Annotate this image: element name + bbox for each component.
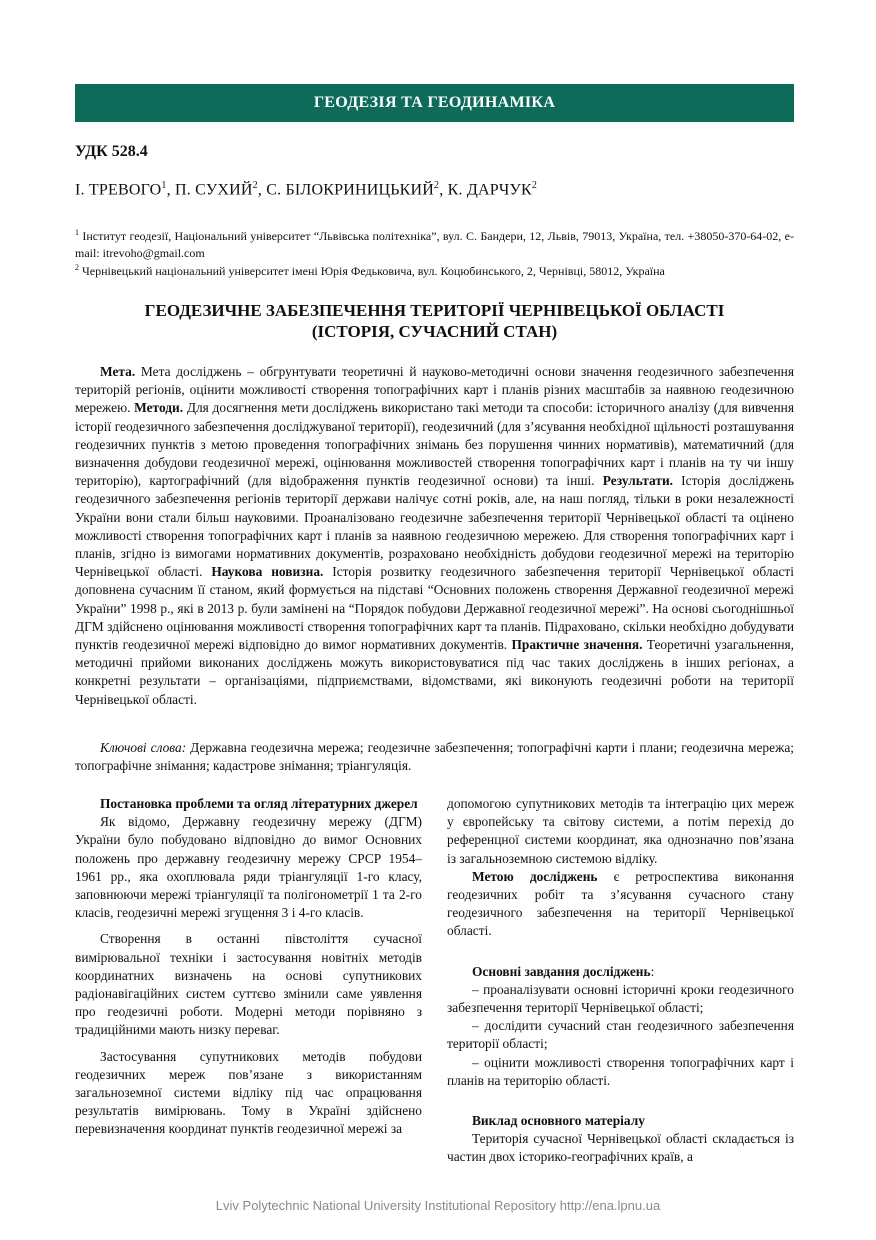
author-name: П. СУХИЙ [175, 181, 253, 199]
abstract: Мета. Мета досліджень – обгрунтувати теоретичні й науково-методичні основи значення геодезичного забезпечення територій регіонів, оцінити можливості створення топографічних карт і планів різних масштабів за наявною геодезичною мережею. Методи. Для досягнення мети досліджень використано такі методи та способи: історичного аналізу (для вивчення історії геодезичного забезпечення досліджуваної території), геодезичний (для з’ясування необхідної щільності розташування геодезичних пунктів з метою проведення топографічних знімань без порушення чинних нормативів), математичний (для визначення добудови геодезичної мережі, оцінювання можливостей створення топографічних карт і планів на ту чи іншу територію), картографічний (для відображення пунктів геодезичної основи) та інші. Результати. Історія досліджень геодезичного забезпечення регіонів території держави налічує сотні років, але, на наш погляд, тільки в роки незалежності України вони стали більш науковими. Проаналізовано геодезичне забезпечення території Чернівецької області та оцінено можливості створення топографічних карт і планів за наявною геодезичною мережею. Для створення топографічних карт і планів, згідно із вимогами нормативних документів, розраховано необхідність добудови геодезичної мережі на територію Чернівецької області. Наукова новизна. Історія розвитку геодезичного забезпечення території Чернівецької області доповнена сучасним її станом, який формується на підставі “Основних положень створення Державної геодезичної мережі України” 1998 р., які в 2013 р. були замінені на “Порядок побудови Державної геодезичної мережі”. На основі сьогоднішньої ДГМ здійснено оцінювання можливості створення топографічних карт та планів. Підраховано, скільки необхідно добудувати пунктів геодезичної мережі відповідно до вимог нормативних документів. Практичне значення. Теоретичні узагальнення, методичні прийоми виконаних досліджень можуть використовуватися під час таких досліджень в інших регіонах, а конкретні результати – організаціями, підприємствами, відомствами, які виконують геодезичні роботи на території Чернівецької області. [75, 364, 795, 707]
author-affil-mark: 2 [531, 180, 538, 191]
author-name: К. ДАРЧУК [447, 181, 532, 199]
affiliation-2: $^2$ Чернівецький національний університет імені Юрія Федьковича, вул. Коцюбинського, 2, Чернівці, 58012, Україна [75, 263, 665, 278]
task-item: – дослідити сучасний стан геодезичного забезпечення території області; [447, 1018, 794, 1052]
affiliation-1: $^1$ Інститут геодезії, Національний університет “Львівська політехніка”, вул. С. Бандери, 12, Львів, 79013, Україна, тел. +38050-370-64-02, e-mail: itrevoho@gmail.com [75, 228, 794, 260]
author-affil-mark: 1 [161, 180, 167, 191]
section-banner [75, 84, 794, 122]
section-heading-tasks: Основні завдання досліджень: [472, 963, 655, 979]
author-name: І. ТРЕВОГО [75, 181, 162, 199]
task-item: – оцінити можливості створення топографічних карт і планів на територію області. [447, 1054, 794, 1088]
paragraph: Створення в останні півстоліття сучасної вимірювальної техніки і застосування новітніх методів координатних визначень на основі супутникових радіонавігаційних систем суттєво змінили саме уявлення про геодезичні роботи. Модерні методи порівняно з традиційними мають низку переваг. [75, 931, 422, 1038]
task-item: – проаналізувати основні історичні кроки геодезичного забезпечення території Чернівецької області; [447, 981, 794, 1016]
repository-footer: Lviv Polytechnic National University Institutional Repository http://ena.lpnu.ua [215, 1198, 661, 1213]
section-banner-title: ГЕОДЕЗІЯ ТА ГЕОДИНАМІКА [313, 94, 556, 111]
left-column [75, 795, 422, 1139]
section-heading-main: Виклад основного матеріалу [472, 1113, 645, 1129]
paper-title: ГЕОДЕЗИЧНЕ ЗАБЕЗПЕЧЕННЯ ТЕРИТОРІЇ ЧЕРНІВЕЦЬКОЇ ОБЛАСТІ (ІСТОРІЯ, СУЧАСНИЙ СТАН) [144, 301, 725, 341]
research-aim: Метою досліджень є ретроспектива виконання геодезичних робіт та з’ясування сучасного стану геодезичного забезпечення на території Чернівецької області. [447, 868, 794, 939]
section-heading-problem: Постановка проблеми та огляд літературних джерел [100, 796, 418, 811]
author-name: С. БІЛОКРИНИЦЬКИЙ [266, 181, 434, 199]
author-affil-mark: 2 [434, 180, 440, 191]
paragraph: Територія сучасної Чернівецької області складається із частин двох історико-географічних країв, а [447, 1131, 794, 1165]
keywords: Ключові слова: Державна геодезична мережа; геодезичне забезпечення; топографічні карти і плани; геодезична мережа; топографічне знімання; кадастрове знімання; тріангуляція. [75, 740, 794, 774]
author-affil-mark: 2 [252, 180, 258, 191]
paragraph: допомогою супутникових методів та інтеграцію цих мереж у європейську та світову системи, а потім перехід до референцної системи координат, яка однозначно пов’язана із загальноземною системою відліку. [447, 796, 794, 866]
authors-line: І. ТРЕВОГО$^1$, П. СУХИЙ$^2$, С. БІЛОКРИНИЦЬКИЙ$^2$, К. ДАРЧУК$^2$ [75, 180, 538, 199]
paragraph: Як відомо, Державну геодезичну мережу (ДГМ) України було побудовано відповідно до вимог Основних положень про державну геодезичну мережу СРСР 1954–1961 рр., яка охоплювала ряди тріангуляції 1-го класу, заповнюючи мережі тріангуляції та полігонометрії 1 та 2-го класів, геодезичні мережі згущення 3 і 4-го класів. [75, 814, 422, 921]
right-column [447, 795, 794, 1167]
paragraph: Застосування супутникових методів побудови геодезичних мереж пов’язане з використанням загальноземної системи відліку під час опрацювання результатів вимірювань. Тому в Україні здійснено перевизначення координат пунктів геодезичної мережі за [75, 1048, 422, 1137]
udk-code: УДК 528.4 [75, 143, 148, 160]
